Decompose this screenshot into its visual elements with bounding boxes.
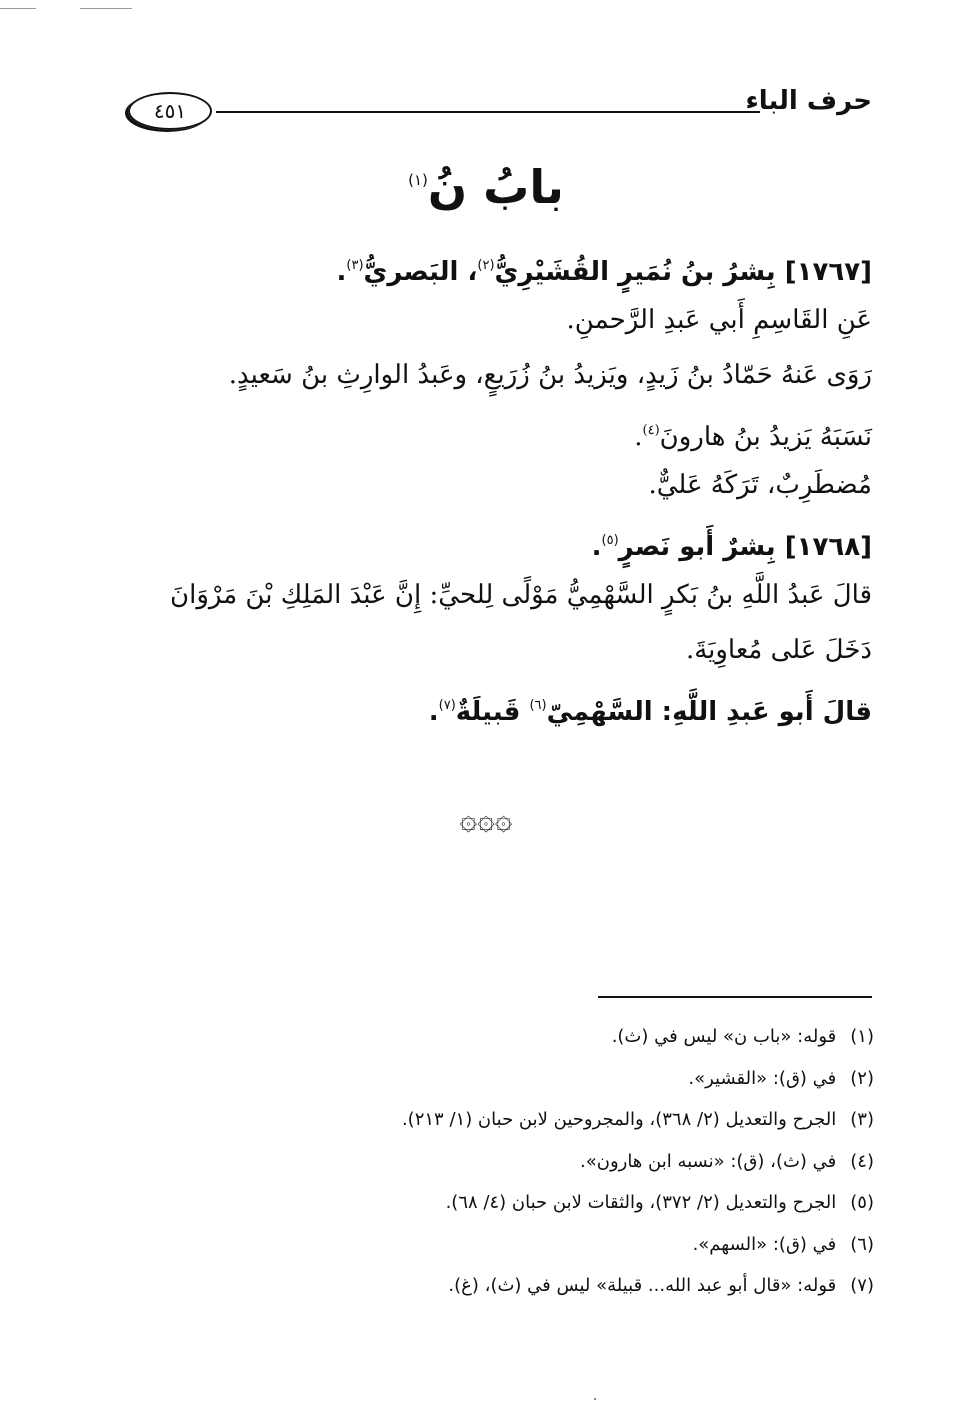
footnote-text: في (ق): «السهم». (692, 1233, 837, 1255)
footnote-item (112, 1224, 874, 1266)
footnote-marker: (٧) (438, 698, 456, 713)
line-end: . (634, 422, 643, 452)
footnote-text: الجرح والتعديل (٢/ ٣٧٢)، والثقات لابن حبان (٤/ ٦٨). (445, 1192, 837, 1213)
page-number: ٤٥١ (153, 99, 187, 123)
section-divider-ornaments: ۞۞۞ (459, 802, 513, 837)
entry-name: بِشرُ بنُ نُمَيرٍ القُشَيْرِيُّ (494, 257, 776, 287)
text-line-nasab (112, 403, 872, 458)
final-middle: قَبيلَةٌ (455, 697, 530, 727)
footnote-marker: (٥) (601, 533, 619, 548)
separator: ، (458, 257, 478, 287)
footnote-number: (٥) (850, 1192, 874, 1213)
footnote-marker: (٦) (529, 698, 547, 713)
running-title: حرف الباء (745, 86, 872, 116)
entry-nisba: البَصريُّ (363, 257, 459, 287)
footnote-item (112, 1016, 874, 1058)
footnote-marker: (٢) (477, 258, 495, 273)
entry-1768 (112, 513, 872, 568)
text-line-quote-2: دَخَلَ عَلى مُعاوِيَةَ. (685, 635, 872, 665)
text-line-teacher: عَنِ القَاسِمِ أَبي عَبدِ الرَّحمنِ. (566, 305, 872, 335)
footnote-item (112, 1099, 874, 1141)
footnote-number: (٣) (850, 1109, 874, 1130)
text-line-quote-1: قالَ عَبدُ اللَّهِ بنُ بَكرٍ السَّهْمِيُّ مَوْلًى لِلحيِّ: إِنَّ عَبْدَ المَلِكِ بْنَ مَرْوَانَ (170, 580, 872, 610)
scan-speck (594, 1398, 596, 1400)
footnote-number: (٦) (850, 1233, 874, 1255)
footnote-item (112, 1182, 874, 1224)
text-line-final (112, 678, 872, 733)
line-end: . (336, 257, 347, 287)
entry-name: بِشرٌ أَبو نَصرٍ (618, 532, 776, 562)
footnotes (112, 1016, 874, 1307)
footnote-text: في (ق): «القشير». (688, 1067, 837, 1089)
page-number-badge (128, 92, 212, 130)
footnote-number: (١) (850, 1026, 874, 1047)
footnote-text: قوله: «قال أبو عبد الله... قبيلة» ليس في (ث)، (غ). (448, 1275, 837, 1296)
entry-number: [١٧٦٧] (784, 257, 872, 287)
nasab-text: نَسَبَهُ يَزيدُ بنُ هارونَ (659, 422, 872, 452)
footnote-marker: (١) (408, 171, 428, 189)
final-prefix: قالَ أَبو عَبدِ اللَّهِ: السَّهْمِيّ (546, 697, 872, 727)
footnote-text: الجرح والتعديل (٢/ ٣٦٨)، والمجروحين لابن حبان (١/ ٢١٣). (401, 1109, 837, 1130)
footnote-text: في (ث)، (ق): «نسبه ابن هارون». (579, 1150, 837, 1172)
footnote-item (112, 1141, 874, 1183)
entry-number: [١٧٦٨] (784, 532, 872, 562)
footnote-text: قوله: «باب ن» ليس في (ث). (611, 1026, 837, 1047)
main-text (112, 238, 872, 733)
footnote-marker: (٤) (642, 423, 660, 438)
line-end: . (428, 697, 439, 727)
chapter-title (0, 160, 972, 214)
chapter-title-text: بابُ نُ (427, 160, 564, 214)
footnote-marker: (٣) (346, 258, 364, 273)
footnote-number: (٤) (850, 1150, 874, 1172)
footnote-number: (٧) (850, 1275, 874, 1296)
text-line-grade: مُضطَرِبٌ، تَرَكَهُ عَليٌّ. (648, 470, 872, 500)
corner-crop-mark (0, 8, 36, 9)
text-line-narrators: رَوَى عَنهُ حَمّادُ بنُ زَيدٍ، ويَزيدُ بنُ زُرَيعٍ، وعَبدُ الوارِثِ بنُ سَعيدٍ. (228, 360, 872, 390)
footnote-item (112, 1265, 874, 1307)
entry-1767 (112, 238, 872, 293)
footnote-separator (598, 996, 872, 998)
line-end: . (591, 532, 602, 562)
footnote-item (112, 1058, 874, 1100)
header-rule (216, 111, 760, 113)
footnote-number: (٢) (850, 1067, 874, 1089)
page-header (128, 78, 872, 142)
corner-crop-mark (80, 8, 132, 9)
